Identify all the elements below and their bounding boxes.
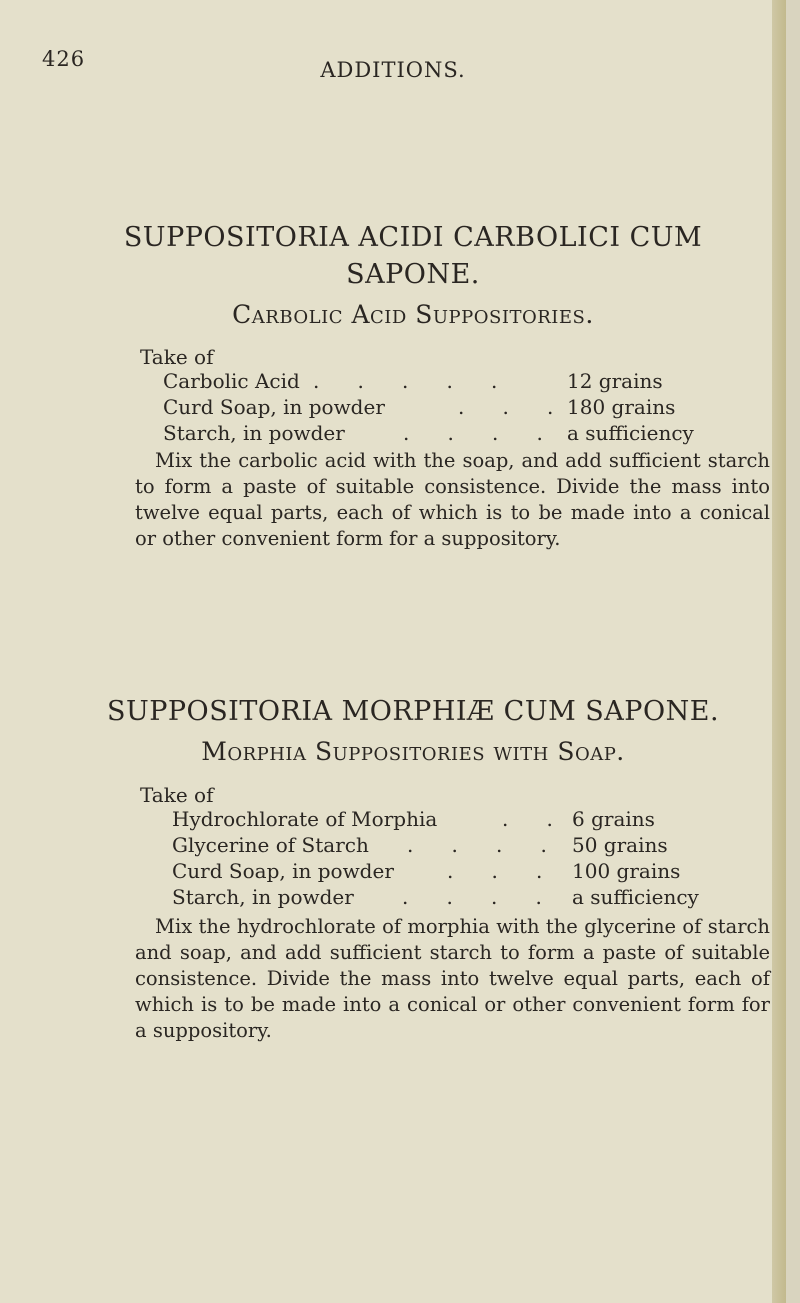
ingredient-name: Hydrochlorate of Morphia — [172, 807, 438, 831]
leader-dots: . . . . . — [313, 369, 498, 393]
section-subtitle: Carbolic Acid Suppositories. — [232, 300, 594, 329]
ingredient-amount: 12 grains — [567, 369, 663, 393]
section-title-continued: SAPONE. — [346, 259, 480, 290]
section-title: SUPPOSITORIA MORPHIÆ CUM SAPONE. — [106, 696, 720, 727]
ingredient-amount: 100 grains — [572, 859, 681, 883]
leader-dots: . . . . — [407, 833, 547, 857]
directions-paragraph: Mix the carbolic acid with the soap, and add sufficient starch to form a paste of suitable consistence. Divide the mass into twelve equal parts, each of which is to be made into a conical or other convenient form for a suppository. — [135, 449, 770, 550]
leader-dots: . . . . — [402, 885, 542, 909]
ingredient-amount: 50 grains — [572, 833, 668, 857]
leader-dots: . . . — [458, 395, 554, 419]
ingredient-amount: a sufficiency — [567, 421, 694, 445]
take-of-label: Take of — [140, 783, 214, 807]
ingredient-name: Curd Soap, in powder — [172, 859, 394, 883]
leader-dots: . . . . — [403, 421, 543, 445]
ingredient-amount: 6 grains — [572, 807, 655, 831]
ingredient-name: Starch, in powder — [163, 421, 345, 445]
ingredient-name: Starch, in powder — [172, 885, 354, 909]
page-number: 426 — [42, 47, 86, 71]
ingredient-name: Glycerine of Starch — [172, 833, 369, 857]
ingredient-amount: a sufficiency — [572, 885, 699, 909]
ingredient-amount: 180 grains — [567, 395, 676, 419]
leader-dots: . . . — [447, 859, 543, 883]
running-head: ADDITIONS. — [320, 58, 466, 82]
ingredient-name: Carbolic Acid — [163, 369, 300, 393]
take-of-label: Take of — [140, 345, 214, 369]
section-subtitle: Morphia Suppositories with Soap. — [201, 737, 625, 766]
directions-paragraph: Mix the hydrochlorate of morphia with the glycerine of starch and soap, and add sufficient starch to form a paste of suitable consistence. Divide the mass into twelve equal parts, each of which is to be made into a conical or other convenient form for a suppository. — [135, 915, 770, 1042]
page-edge — [772, 0, 786, 1303]
leader-dots: . . — [502, 807, 553, 831]
ingredient-name: Curd Soap, in powder — [163, 395, 385, 419]
section-title: SUPPOSITORIA ACIDI CARBOLICI CUM — [123, 222, 703, 253]
